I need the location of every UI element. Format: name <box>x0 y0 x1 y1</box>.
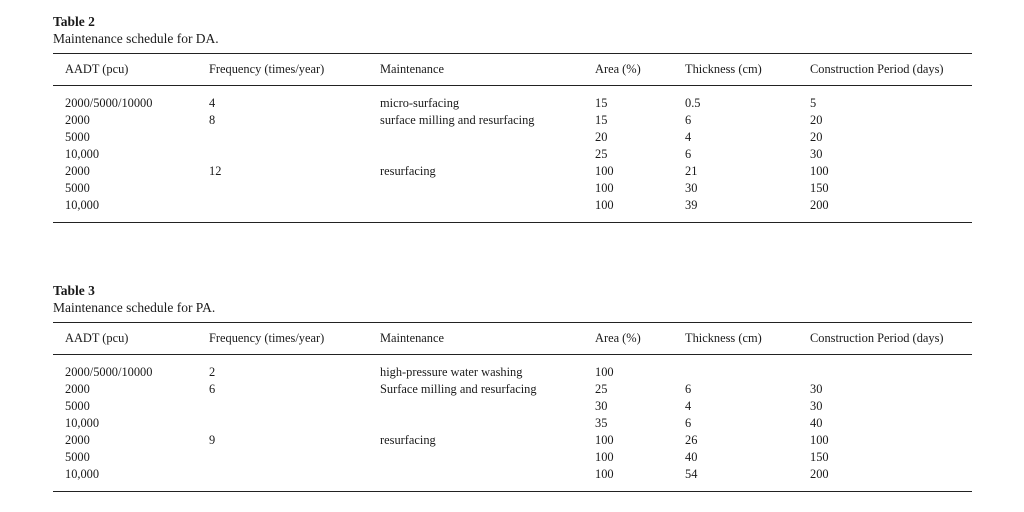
cell-aadt: 5000 <box>65 181 90 195</box>
cell-area: 100 <box>595 181 614 195</box>
column-header-construction-period: Construction Period (days) <box>810 62 944 76</box>
table-row <box>53 180 972 197</box>
cell-thickness: 0.5 <box>685 96 701 110</box>
cell-aadt: 2000 <box>65 164 90 178</box>
cell-aadt: 5000 <box>65 450 90 464</box>
cell-construction-period: 30 <box>810 382 823 396</box>
column-header-area: Area (%) <box>595 62 641 76</box>
table-row <box>53 449 972 466</box>
cell-thickness: 30 <box>685 181 698 195</box>
cell-thickness: 4 <box>685 130 692 144</box>
cell-area: 100 <box>595 467 614 481</box>
cell-thickness: 6 <box>685 382 692 396</box>
cell-maintenance: resurfacing <box>380 164 436 178</box>
cell-aadt: 10,000 <box>65 147 100 161</box>
column-header-frequency: Frequency (times/year) <box>209 331 325 345</box>
table-body <box>53 355 972 491</box>
cell-thickness: 6 <box>685 147 692 161</box>
table-row <box>53 146 972 163</box>
table-row <box>53 466 972 483</box>
table-caption: Maintenance schedule for DA. <box>53 31 219 46</box>
cell-aadt: 2000 <box>65 433 90 447</box>
table-header <box>53 323 972 354</box>
bottom-rule <box>53 222 972 223</box>
cell-construction-period: 30 <box>810 399 823 413</box>
cell-area: 20 <box>595 130 608 144</box>
cell-thickness: 26 <box>685 433 698 447</box>
table-row <box>53 197 972 214</box>
cell-construction-period: 20 <box>810 113 823 127</box>
table-body <box>53 86 972 222</box>
cell-aadt: 10,000 <box>65 416 100 430</box>
cell-frequency: 8 <box>209 113 216 127</box>
cell-frequency: 12 <box>209 164 222 178</box>
cell-construction-period: 100 <box>810 164 829 178</box>
cell-construction-period: 30 <box>810 147 823 161</box>
column-header-aadt: AADT (pcu) <box>65 62 129 76</box>
cell-construction-period: 20 <box>810 130 823 144</box>
column-header-frequency: Frequency (times/year) <box>209 62 325 76</box>
cell-thickness: 40 <box>685 450 698 464</box>
cell-thickness: 39 <box>685 198 698 212</box>
cell-aadt: 2000/5000/10000 <box>65 365 153 379</box>
cell-construction-period: 150 <box>810 450 829 464</box>
column-header-thickness: Thickness (cm) <box>685 331 762 345</box>
cell-area: 15 <box>595 96 608 110</box>
cell-area: 30 <box>595 399 608 413</box>
cell-aadt: 10,000 <box>65 198 100 212</box>
cell-aadt: 5000 <box>65 399 90 413</box>
table-header <box>53 54 972 85</box>
cell-area: 100 <box>595 450 614 464</box>
cell-aadt: 2000/5000/10000 <box>65 96 153 110</box>
cell-area: 100 <box>595 164 614 178</box>
cell-maintenance: micro-surfacing <box>380 96 460 110</box>
column-header-thickness: Thickness (cm) <box>685 62 762 76</box>
cell-thickness: 6 <box>685 416 692 430</box>
cell-aadt: 5000 <box>65 130 90 144</box>
table-2 <box>53 13 972 223</box>
cell-thickness: 54 <box>685 467 698 481</box>
cell-area: 15 <box>595 113 608 127</box>
table-caption: Maintenance schedule for PA. <box>53 300 216 315</box>
column-header-maintenance: Maintenance <box>380 331 444 345</box>
cell-maintenance: Surface milling and resurfacing <box>380 382 537 396</box>
column-header-aadt: AADT (pcu) <box>65 331 129 345</box>
cell-construction-period: 150 <box>810 181 829 195</box>
column-header-area: Area (%) <box>595 331 641 345</box>
cell-construction-period: 40 <box>810 416 823 430</box>
cell-maintenance: resurfacing <box>380 433 436 447</box>
cell-area: 25 <box>595 382 608 396</box>
cell-area: 35 <box>595 416 608 430</box>
cell-construction-period: 200 <box>810 198 829 212</box>
table-row <box>53 432 972 449</box>
table-title: Table 2 <box>53 14 95 29</box>
cell-thickness: 21 <box>685 164 698 178</box>
cell-aadt: 2000 <box>65 382 90 396</box>
cell-construction-period: 5 <box>810 96 817 110</box>
table-3 <box>53 282 972 492</box>
cell-area: 100 <box>595 365 614 379</box>
cell-area: 100 <box>595 433 614 447</box>
cell-construction-period: 100 <box>810 433 829 447</box>
cell-maintenance: high-pressure water washing <box>380 365 523 379</box>
cell-construction-period: 200 <box>810 467 829 481</box>
table-row <box>53 95 972 112</box>
cell-frequency: 6 <box>209 382 216 396</box>
column-header-construction-period: Construction Period (days) <box>810 331 944 345</box>
cell-frequency: 9 <box>209 433 216 447</box>
cell-maintenance: surface milling and resurfacing <box>380 113 535 127</box>
table-title: Table 3 <box>53 283 95 298</box>
cell-aadt: 2000 <box>65 113 90 127</box>
cell-aadt: 10,000 <box>65 467 100 481</box>
cell-frequency: 2 <box>209 365 216 379</box>
bottom-rule <box>53 491 972 492</box>
table-row <box>53 398 972 415</box>
table-row <box>53 129 972 146</box>
cell-thickness: 4 <box>685 399 692 413</box>
cell-area: 25 <box>595 147 608 161</box>
table-row <box>53 415 972 432</box>
table-row <box>53 112 972 129</box>
table-row <box>53 163 972 180</box>
cell-thickness: 6 <box>685 113 692 127</box>
column-header-maintenance: Maintenance <box>380 62 444 76</box>
cell-area: 100 <box>595 198 614 212</box>
table-row <box>53 364 972 381</box>
table-row <box>53 381 972 398</box>
cell-frequency: 4 <box>209 96 216 110</box>
